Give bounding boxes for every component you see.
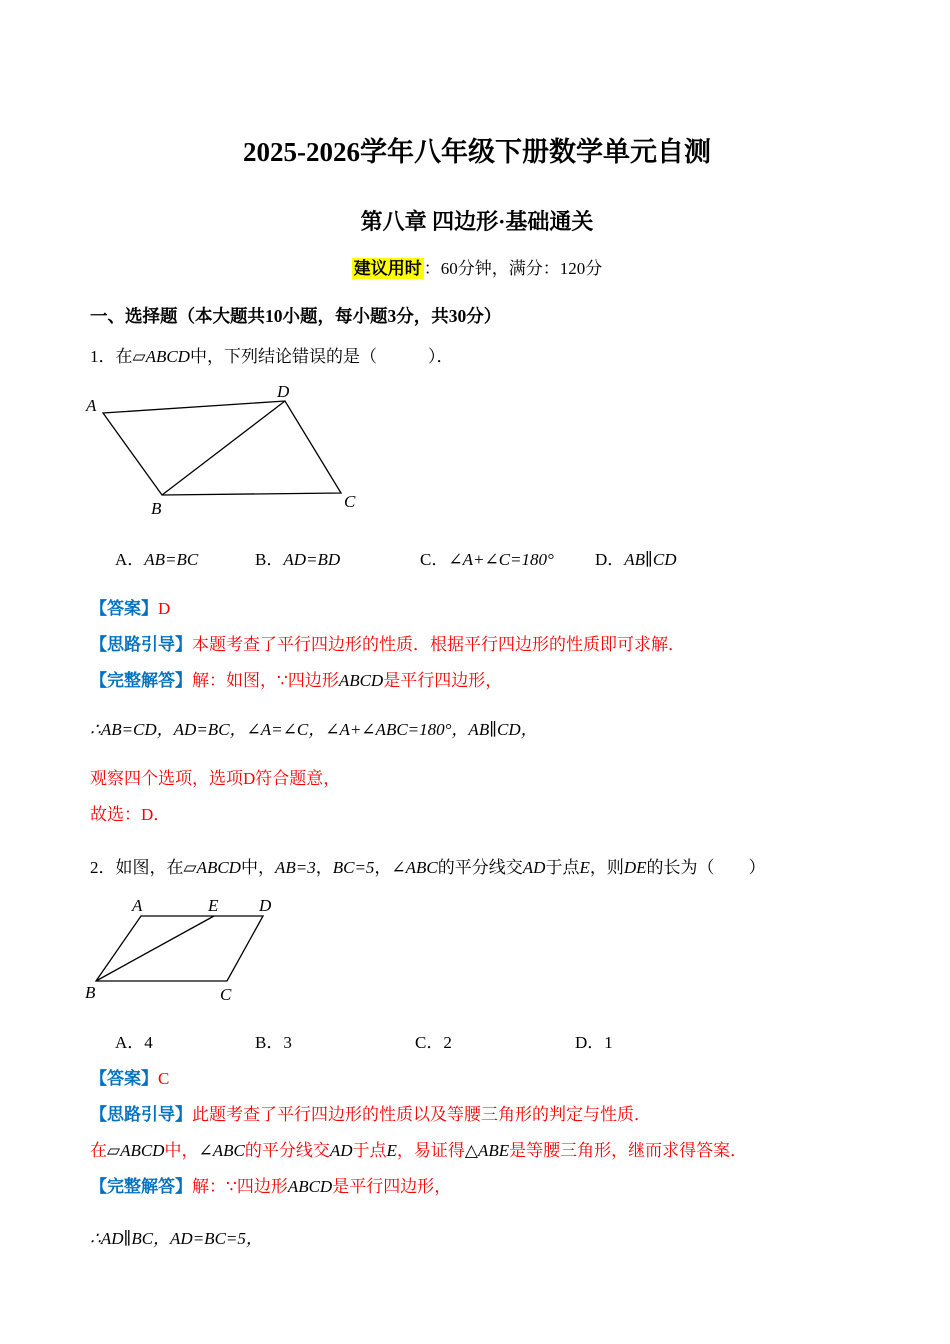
diagonal-bd [162,401,285,495]
question-2-options [90,1032,864,1055]
stem-text: 2．如图，在 [90,857,184,877]
vertex-label-e: E [208,895,219,915]
stem-text: ，则 [589,857,624,877]
vertex-label-d: D [277,383,290,402]
question-1-figure [85,383,864,523]
option-d [595,549,677,572]
math-expression: E [579,857,590,877]
vertex-label-a: A [86,396,97,416]
option-value: 1 [604,1032,613,1052]
option-value: 3 [283,1032,292,1052]
option-d [575,1032,613,1055]
vertex-label-b: B [151,499,162,519]
option-value: AB=BC [144,550,199,570]
stem-text: 于点 [545,857,580,877]
option-b [255,1032,415,1055]
answer-label: 【答案】 [90,599,158,619]
option-label: A． [115,550,145,570]
parallelogram-symbol: ▱ [132,347,146,367]
option-a [115,1032,255,1055]
suggested-time-highlight: 建议用时 [353,259,422,279]
question-2-answer-line [90,1068,864,1091]
vertex-label-c: C [220,984,232,1004]
question-1-deduction-line [90,719,864,742]
time-detail: ：60分钟，满分：120分 [423,259,603,279]
observation-text: 观察四个选项，选项 [90,768,243,788]
math-expression: ABCD [120,1140,165,1160]
stem-text: 的长为（ ） [646,857,766,877]
option-label: C． [420,550,449,570]
question-1-guide-line [90,634,864,657]
math-expression: ∴AB=CD，AD=BC，∠A=∠C，∠A+∠ABC=180°，AB∥CD， [90,720,538,740]
answer-value: C [158,1068,170,1088]
conclusion-text: 故选： [90,804,141,824]
math-expression: BC=5 [332,857,375,877]
guide-text: 的平分线交 [244,1140,330,1160]
question-1-conclusion-line [90,804,864,827]
guide-text: 此题考查了平行四边形的性质以及等腰三角形的判定与性质． [192,1104,651,1124]
triangle-symbol: △ [464,1140,478,1160]
parallelogram-symbol: ▱ [107,1140,121,1160]
math-expression: ABCD [338,671,384,691]
math-expression: AD [329,1140,353,1160]
stem-text: 中，下列结论错误的是（ ）． [189,347,454,367]
parallelogram-abcd-diagram [85,383,357,523]
question-2-guide-line-2 [90,1140,864,1163]
section-1-heading: 一、选择题（本大题共10小题，每小题3分，共30分） [90,306,502,327]
question-1-options [90,549,864,572]
option-c [415,1032,575,1055]
option-value: 4 [144,1032,153,1052]
option-label: D． [575,1032,605,1052]
question-2-figure [85,894,864,1006]
math-expression: AD [522,857,546,877]
answer-letter: D [141,804,154,824]
suggested-time-line [90,254,864,279]
question-1-stem [90,346,864,369]
math-expression: ABCD [145,347,190,367]
guide-text: 中， [164,1140,199,1160]
question-2-stem [90,857,864,880]
solution-label: 【完整解答】 [90,1176,192,1196]
question-2-guide-line [90,1104,864,1127]
solution-label: 【完整解答】 [90,671,192,691]
solution-text: 是平行四边形， [332,1176,452,1196]
vertex-label-d: D [259,895,272,915]
chapter-title: 第八章 四边形·基础通关 [360,209,594,235]
answer-letter: D [243,768,256,788]
math-expression: E [386,1140,397,1160]
option-value: ∠A+∠C=180° [448,550,554,570]
parallelogram-abcd-with-bisector-diagram [85,894,295,1006]
solution-text: 是平行四边形， [383,671,503,691]
parallelogram-outline [96,916,263,981]
question-1-observation-line [90,768,864,791]
stem-text: ， [315,857,333,877]
option-label: D． [595,550,625,570]
option-a [115,549,255,572]
option-b [255,549,420,572]
math-expression: ABCD [287,1176,333,1196]
math-expression: AB=3 [274,857,316,877]
math-expression: ABE [477,1140,510,1160]
parallelogram-outline [103,401,341,495]
math-expression: DE [623,857,647,877]
solution-text: 解：如图，∵四边形 [192,671,339,691]
option-value: AB∥CD [624,550,677,570]
vertex-label-b: B [85,982,96,1002]
solution-text: 解：∵四边形 [192,1176,288,1196]
option-label: A． [115,1032,145,1052]
stem-text: ， [374,857,392,877]
option-value: AD=BD [283,550,341,570]
answer-label: 【答案】 [90,1068,158,1088]
stem-text: 1．在 [90,347,133,367]
option-label: C． [415,1032,444,1052]
guide-text: ，易证得 [396,1140,465,1160]
answer-value: D [158,599,171,619]
question-1-solution-line [90,670,864,693]
question-2-deduction-line [90,1228,864,1251]
parallelogram-symbol: ▱ [183,857,197,877]
question-1-answer-line [90,598,864,621]
conclusion-text: ． [153,804,171,824]
document-title: 2025-2026学年八年级下册数学单元自测 [243,137,711,168]
question-2-solution-line [90,1176,864,1199]
stem-text: 中， [240,857,275,877]
bisector-be [96,916,214,981]
stem-text: 的平分线交 [437,857,523,877]
math-expression: ∠ABC [391,857,438,877]
math-expression: ∠ABC [198,1140,245,1160]
guide-text: 于点 [352,1140,387,1160]
guide-text: 本题考查了平行四边形的性质．根据平行四边形的性质即可求解． [192,635,685,655]
guide-label: 【思路引导】 [90,1104,192,1124]
vertex-label-a: A [132,895,143,915]
observation-text: 符合题意， [255,768,341,788]
guide-label: 【思路引导】 [90,635,192,655]
guide-text: 在 [90,1140,107,1160]
option-c [420,549,595,572]
option-label: B． [255,1032,284,1052]
option-value: 2 [443,1032,452,1052]
vertex-label-c: C [344,492,356,512]
math-expression: ∴AD∥BC，AD=BC=5， [90,1229,263,1249]
math-expression: ABCD [196,857,241,877]
option-label: B． [255,550,284,570]
guide-text: 是等腰三角形，继而求得答案． [509,1140,748,1160]
